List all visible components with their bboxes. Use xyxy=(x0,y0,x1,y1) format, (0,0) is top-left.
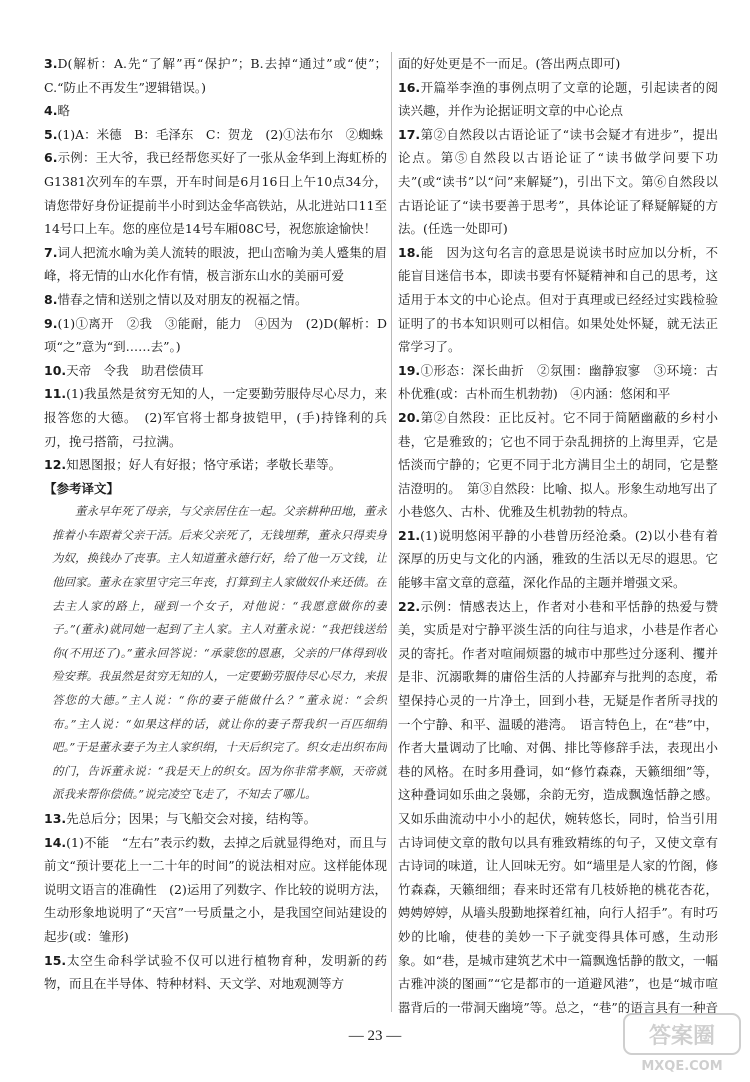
answer-item xyxy=(398,76,718,123)
answer-item xyxy=(44,99,387,123)
answer-text: 能 因为这句名言的意思是说读书时应加以分析，不能盲目迷信书本，即读书要有怀疑精神和自己的思考，这适用于本文的中心论点。但对于真理或已经经过实践检验证明了的书本知识则可以相信。如果处处怀疑，就无法正常学习了。 xyxy=(398,244,718,355)
answer-number: 14. xyxy=(44,834,67,850)
answer-item xyxy=(44,241,387,288)
answer-item xyxy=(44,52,387,99)
answer-number: 12. xyxy=(44,457,67,473)
answer-number: 21. xyxy=(398,527,421,543)
answer-number: 19. xyxy=(398,362,421,378)
answer-number: 6. xyxy=(44,150,58,166)
answer-text: (1)说明悠闲平静的小巷曾历经沧桑。(2)以小巷有着深厚的历史与文化的内涵，雅致的生活以无尽的遐思。它能够丰富文章的意蕴，深化作品的主题并增强文采。 xyxy=(398,527,718,591)
answer-text: 天帝 令我 助君偿债耳 xyxy=(66,362,204,378)
answer-number: 16. xyxy=(398,79,421,95)
answer-text: (1)A：米德 B：毛泽东 C：贺龙 (2)①法布尔 ②蜘蛛 xyxy=(57,126,384,142)
answer-item xyxy=(398,241,718,359)
answer-item xyxy=(398,524,718,595)
answer-item xyxy=(44,146,387,240)
answer-text: (1)我虽然是贫穷无知的人，一定要勤劳服侍尽心尽力，来报答您的大德。 (2)军官将士都身披铠甲，(手)持锋利的兵刃，挽弓搭箭，弓拉满。 xyxy=(44,386,387,449)
answer-text: 面的好处更是不一而足。(答出两点即可) xyxy=(398,56,621,71)
answer-number: 13. xyxy=(44,811,67,826)
answer-number: 18. xyxy=(398,244,421,260)
answer-number: 8. xyxy=(44,291,58,307)
answer-text: 开篇举李渔的事例点明了文章的论题，引起读者的阅读兴趣，并作为论据证明文章的中心论点 xyxy=(398,79,718,119)
answer-number: 22. xyxy=(398,598,421,614)
answer-text: 示例：情感表达上，作者对小巷和平恬静的热爱与赞美，实质是对宁静平淡生活的向往与追求，小巷是作者心灵的寄托。作者对喧闹烦嚣的城市中那些过分逐利、攫并是非、沉溺歌舞的庸俗生活的人持鄙弃与批判的态度，希望保持心灵的一片净土，回到小巷，无疑是作者所寻找的一个宁静、和平、温暖的港湾。 语言特色上，在“巷”中，作者大量调动了比喻、对偶、排比等修辞手法，表现出小巷的风格。在时多用叠词，如“修竹森森，天籁细细”等，这种叠词如乐曲之袅娜，余韵无穷，造成飘逸恬静之感。又如乐曲流动中小小的起伏，婉转悠长，同时，恰当引用古诗词使文章的散句以具有雅致精练的句子，又使文章有古诗词的味道，让人回味无穷。如“墙里是人家的竹阁，修竹森森，天籁细细；春来时还常有几枝娇艳的桃花杏花，娉娉婷婷，从墙头殷勤地探着红袖，向行人招手”。有时巧妙的比喻，使巷的美妙一下子就变得具体可感，生动形象。如“巷，是城市建筑艺术中一篇飘逸恬静的散文，一幅古雅冲淡的图画”“它是都市的一道避风港”，也是“城市喧嚣背后的一带洞天幽境”等。总之，“巷”的语言具有一种音 xyxy=(398,598,718,1015)
answer-number: 9. xyxy=(44,315,58,331)
reference-translation-body: 董永早年死了母亲，与父亲居住在一起。父亲耕种田地，董永推着小车跟着父亲干活。后来父亲死了，无钱埋葬，董永只得卖身为奴，换钱办了丧事。主人知道董永德行好，给了他一万文钱，让他回家。董永在家里守完三年丧，打算到主人家做奴仆来还债。在去主人家的路上，碰到一个女子，对他说：“我愿意做你的妻子。”(董永)就同她一起到了主人家。主人对董永说：“我把钱送给你(不用还了)。”董永回答说：“承蒙您的恩惠，父亲的尸体得到收殓安葬。我虽然是贫穷无知的人，一定要勤劳服侍尽心尽力，来报答您的大德。”主人说：“你的妻子能做什么？”董永说：“会织布。”主人说：“如果这样的话，就让你的妻子帮我织一百匹细绢吧。”于是董永妻子为主人家织绢，十天后织完了。织女走出织布间的门，告诉董永说：“我是天上的织女。因为你非常孝顺，天帝就派我来帮你偿债。”说完凌空飞走了，不知去了哪儿。 xyxy=(52,504,387,802)
left-column xyxy=(44,52,387,1022)
answer-number: 4. xyxy=(44,103,58,119)
answer-text: 第②自然段：正比反衬。它不同于简陋幽蔽的乡村小巷，它是雅致的；它也不同于杂乱拥挤的上海里弄，它是恬淡而宁静的；它更不同于北方满目尘土的胡同，它是整洁澄明的。 第③自然段：比喻、拟人。形象生动地写出了小巷悠久、古朴、优雅及生机勃勃的特点。 xyxy=(398,409,718,520)
answer-item xyxy=(398,595,718,1022)
answer-text: 知恩图报；好人有好报；恪守承诺；孝敬长辈等。 xyxy=(66,457,342,473)
answer-number: 17. xyxy=(398,126,421,142)
answer-item xyxy=(398,123,718,241)
answer-text: 示例：王大爷，我已经帮您买好了一张从金华到上海虹桥的G1381次列车的车票，开车时间是6月16日上午10点34分，请您带好身份证提前半小时到达金华高铁站，从北进站口11至14号口上车。您的座位是14号车厢08C号，祝您旅途愉快！ xyxy=(44,150,387,237)
answer-text: D(解析：A.先“了解”再“保护”；B.去掉“通过”或“使”；C.“防止不再发生”逻辑错误。) xyxy=(44,56,387,95)
answer-item xyxy=(44,359,387,383)
answer-item xyxy=(398,406,718,524)
answer-number: 20. xyxy=(398,409,421,425)
answer-item xyxy=(44,382,387,453)
right-column xyxy=(398,52,718,1022)
watermark-logo xyxy=(622,1012,742,1076)
answer-text: (1)不能 “左右”表示约数，去掉之后就显得绝对，而且与前文“预计要花上一二十年的时间”的说法相对应。这样能体现说明文语言的准确性 (2)运用了列数字、作比较的说明方法，生动形象地说明了“天宫”一号质量之小，是我国空间站建设的起步(或：雏形) xyxy=(44,834,387,944)
answer-text: (1)①离开 ②我 ③能耐，能力 ④因为 (2)D(解析：D项“之”意为“到……去”。) xyxy=(44,315,387,355)
answer-text: 词人把流水喻为美人流转的眼波，把山峦喻为美人蹙集的眉峰，将无情的山水化作有情，极言浙东山水的美丽可爱 xyxy=(44,244,387,284)
answer-item xyxy=(398,52,718,76)
answer-number: 3. xyxy=(44,56,58,71)
page-number: — 23 — xyxy=(348,1028,402,1044)
answer-number: 5. xyxy=(44,126,58,142)
answer-text: 惜春之情和送别之情以及对朋友的祝福之情。 xyxy=(57,291,308,307)
watermark-text-bottom: MXQE.COM xyxy=(641,1059,723,1074)
answer-item xyxy=(44,807,387,831)
answer-number: 11. xyxy=(44,386,67,402)
answer-item xyxy=(398,359,718,406)
answer-item xyxy=(44,288,387,312)
answer-item xyxy=(44,831,387,949)
answer-number: 7. xyxy=(44,244,58,260)
answer-text: 太空生命科学试验不仅可以进行植物育种，发明新的药物，而且在半导体、特种材料、天文学、对地观测等方 xyxy=(44,952,387,992)
answer-text: 先总后分；因果；与飞船交会对接，结构等。 xyxy=(66,811,317,826)
answer-number: 15. xyxy=(44,952,67,968)
answer-text: 第②自然段以古语论证了“读书会疑才有进步”，提出论点。第⑤自然段以古语论证了“读书做学问要下功夫”(或“读书”以“问”来解疑”)，引出下文。第⑥自然段以古语论证了“读书要善于思考”，具体论证了释疑解疑的方法。(任选一处即可) xyxy=(398,126,718,237)
answer-item xyxy=(44,123,387,147)
answer-text: 略 xyxy=(57,103,70,119)
column-divider xyxy=(391,52,392,1012)
answer-text: ①形态：深长曲折 ②氛围：幽静寂寥 ③环境：古朴优雅(或：古朴而生机勃勃) ④内涵：悠闲和平 xyxy=(398,362,718,402)
watermark-text-top: 答案圈 xyxy=(648,1024,716,1049)
answer-number: 10. xyxy=(44,362,67,378)
answer-item xyxy=(44,453,387,477)
reference-translation-title: 【参考译文】 xyxy=(44,480,120,496)
answer-item xyxy=(44,949,387,996)
answer-item xyxy=(44,312,387,359)
